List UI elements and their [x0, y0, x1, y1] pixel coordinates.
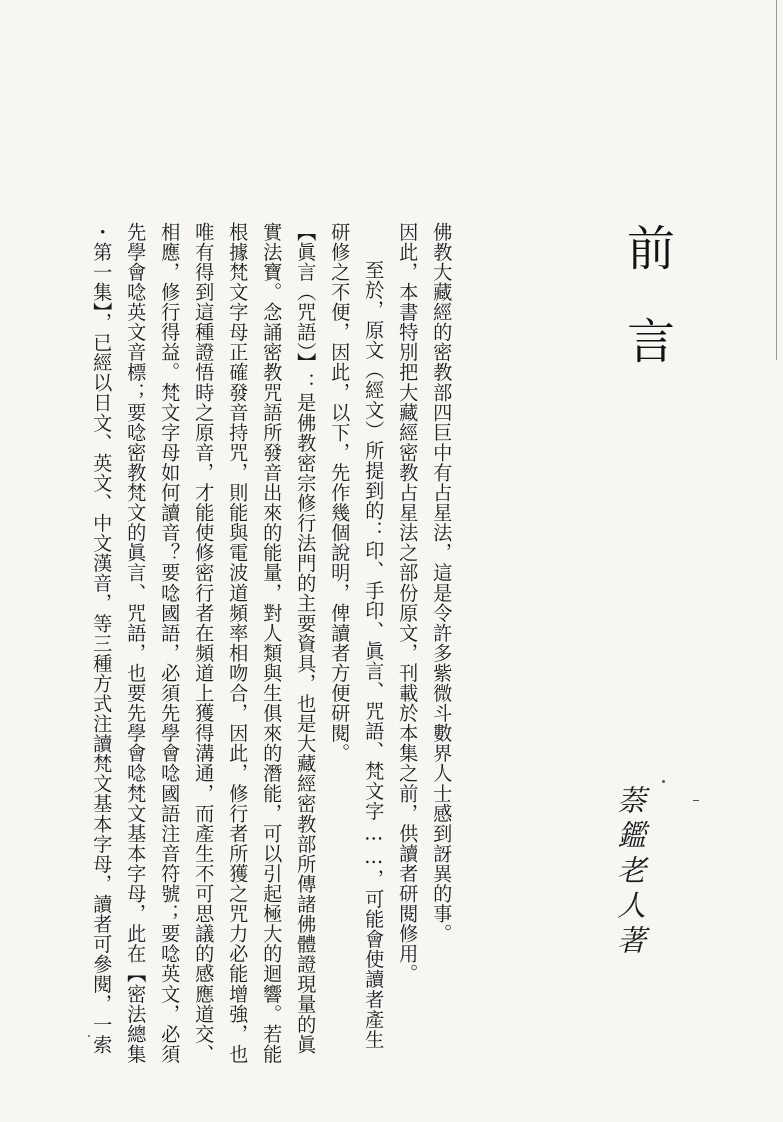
title-char-2: 言 [627, 314, 676, 370]
text-column-6: 實法寶。念誦密教咒語所發音出來的能量，對人類與生俱來的潛能，可以引起極大的迴響。若能 [260, 222, 284, 1065]
text-column-4: 研修之不便，因此，以下，先作幾個說明，俾讀者方便研閱。 [328, 222, 352, 764]
text-column-1: 佛教大藏經的密教部四巨中有占星法，這是令許多紫微斗數界人士感到訝異的事。 [430, 222, 454, 944]
title-char-1: 前 [627, 221, 676, 277]
text-column-3: 至於，原文（經文）所提到的：印、手印、眞言、咒語、梵文字……，可能會使讀者產生 [362, 260, 386, 1050]
text-column-10: 先學會唸英文音標；要唸密教梵文的眞言、咒語，也要先學會唸梵文基本字母，此在【密法總集 [124, 222, 148, 1065]
text-column-7: 根據梵文字母正確發音持咒，則能與電波道頻率相吻合，因此，修行者所獲之咒力必能增強，也 [226, 222, 250, 1065]
scan-speck [88, 1035, 90, 1037]
scan-speck [693, 800, 699, 801]
text-column-5: 【眞言（咒語）】：是佛教密宗修行法門的主要資具，也是大藏經密教部所傳諸佛體證現量的眞 [294, 222, 318, 1055]
text-column-11: ・第一集】，已經以日文、英文、中文漢音，等三種方式注讀梵文基本字母，讀者可參閱，一索 [90, 222, 114, 1055]
text-column-8: 唯有得到這種證悟時之原音，才能使修密行者在頻道上獲得溝通，而產生不可思議的感應道交、 [192, 222, 216, 1065]
text-column-9: 相應，修行得益。梵文字母如何讀音？要唸國語，必須先學會唸國語注音符號；要唸英文，必須 [158, 222, 182, 1065]
page-edge-line [776, 0, 777, 360]
scan-speck [662, 780, 665, 783]
text-column-2: 因此，本書特別把大藏經密教占星法之部份原文，刊載於本集之前，供讀者研閱修用。 [396, 222, 420, 984]
author-signature: 萘鑑老人著 [613, 785, 647, 960]
